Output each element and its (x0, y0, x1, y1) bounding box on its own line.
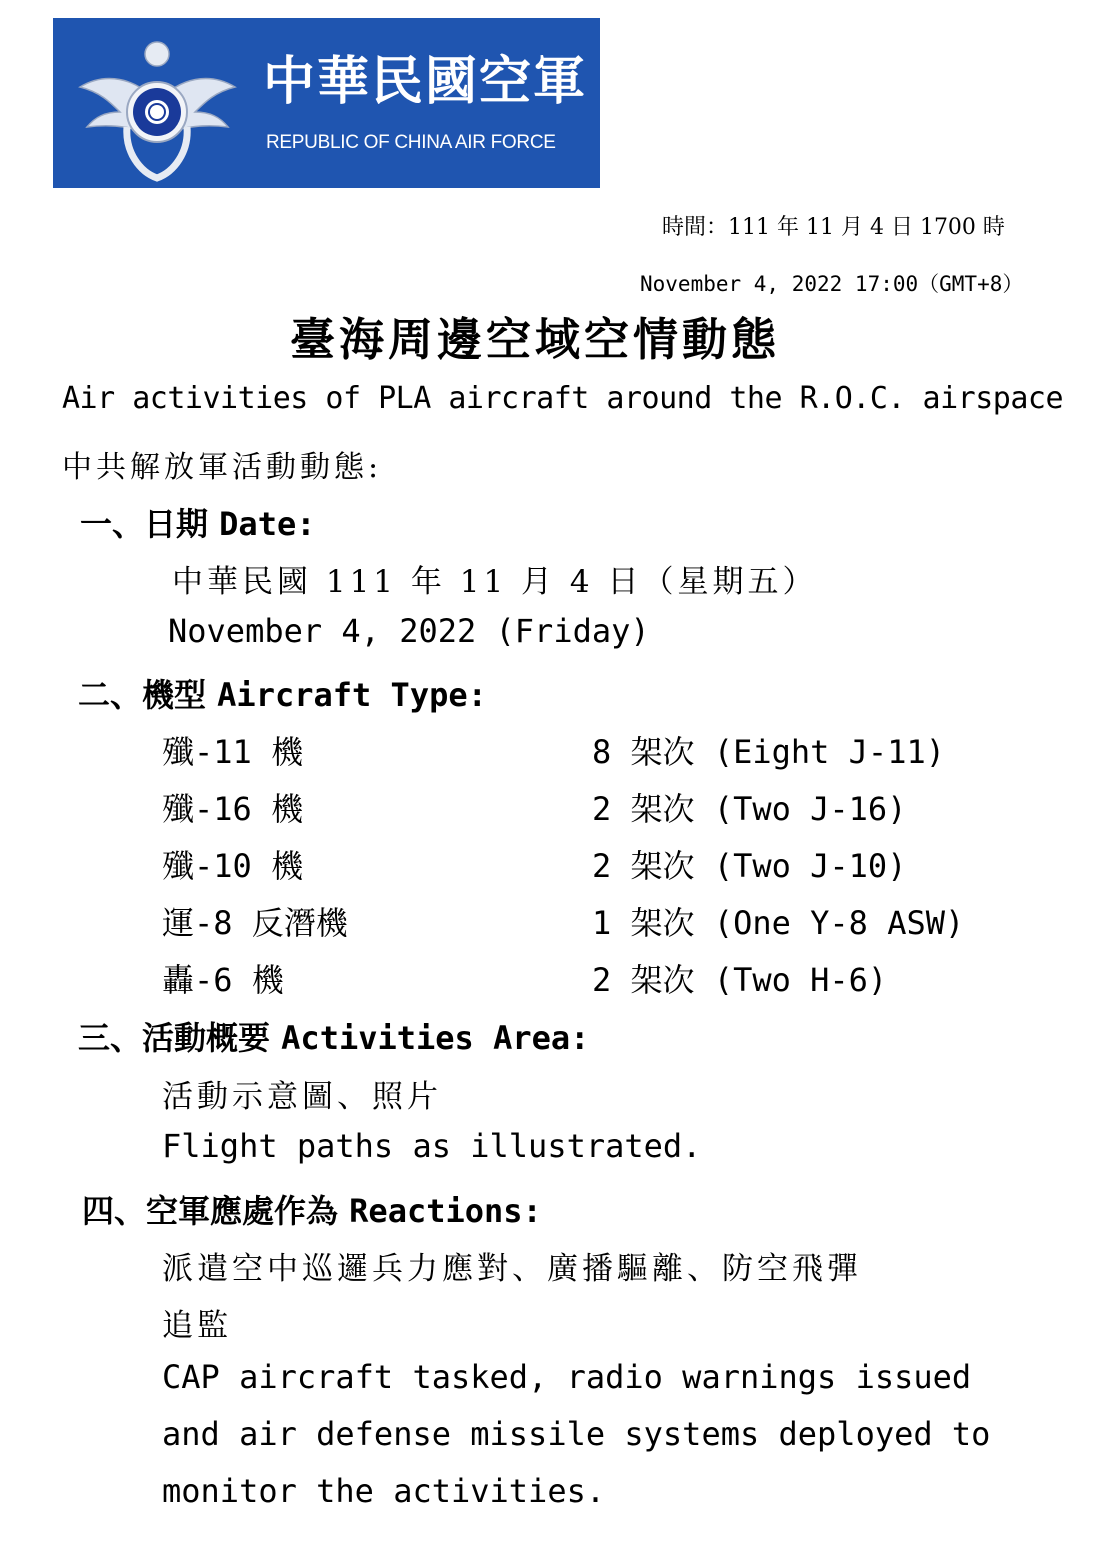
aircraft-row-type: 運-8 反潛機 (162, 904, 348, 942)
section-aircraft-heading-zh: 二、機型 (78, 676, 207, 714)
reactions-line-zh-1: 派遣空中巡邏兵力應對、廣播驅離、防空飛彈 (162, 1251, 862, 1287)
section-area-heading-en: Activities Area: (281, 1019, 590, 1057)
subtitle-zh: 中共解放軍活動動態: (62, 450, 383, 485)
section-area-heading (78, 1013, 589, 1059)
reactions-line-zh-2: 追監 (162, 1308, 232, 1344)
aircraft-row-type: 殲-16 機 (162, 790, 304, 828)
banner-title-en: REPUBLIC OF CHINA AIR FORCE (266, 132, 556, 153)
section-reactions-heading-en: Reactions: (349, 1192, 542, 1230)
air-force-emblem-icon (75, 32, 240, 182)
aircraft-row-sorties: 8 架次 (Eight J-11) (592, 733, 945, 771)
aircraft-row-type: 殲-11 機 (162, 733, 304, 771)
section-reactions-heading (82, 1186, 542, 1232)
section-date-heading-en: Date: (219, 505, 316, 543)
aircraft-row-type: 殲-10 機 (162, 847, 304, 885)
section-aircraft-heading-en: Aircraft Type: (217, 676, 487, 714)
release-time-en: November 4, 2022 17:00（GMT+8） (640, 272, 1024, 296)
area-line-zh: 活動示意圖、照片 (162, 1079, 442, 1115)
banner-title-zh: 中華民國空軍 (263, 52, 588, 112)
aircraft-row-sorties: 2 架次 (Two H-6) (592, 961, 888, 999)
date-line-zh: 中華民國 111 年 11 月 4 日（星期五） (172, 564, 818, 600)
reactions-line-en-3: monitor the activities. (162, 1472, 606, 1510)
section-date-heading-zh: 一、日期 (80, 505, 209, 543)
section-area-heading-zh: 三、活動概要 (78, 1019, 271, 1057)
section-aircraft-heading (78, 670, 487, 716)
section-date-heading (80, 499, 315, 545)
aircraft-row-type: 轟-6 機 (162, 961, 284, 999)
aircraft-row-sorties: 1 架次 (One Y-8 ASW) (592, 904, 965, 942)
date-line-en: November 4, 2022 (Friday) (168, 612, 650, 650)
aircraft-row-sorties: 2 架次 (Two J-10) (592, 847, 907, 885)
section-reactions-heading-zh: 四、空軍應處作為 (82, 1192, 339, 1230)
subtitle-en: Air activities of PLA aircraft around the R.O.C. airspace (62, 381, 1064, 416)
air-force-banner (53, 18, 600, 188)
aircraft-row-sorties: 2 架次 (Two J-16) (592, 790, 907, 828)
reactions-line-en-2: and air defense missile systems deployed to (162, 1415, 991, 1453)
area-line-en: Flight paths as illustrated. (162, 1127, 702, 1165)
page-title: 臺海周邊空域空情動態 (290, 313, 781, 366)
reactions-line-en-1: CAP aircraft tasked, radio warnings issued (162, 1358, 972, 1396)
release-time-zh: 時間：111 年 11 月 4 日 1700 時 (662, 215, 1005, 240)
